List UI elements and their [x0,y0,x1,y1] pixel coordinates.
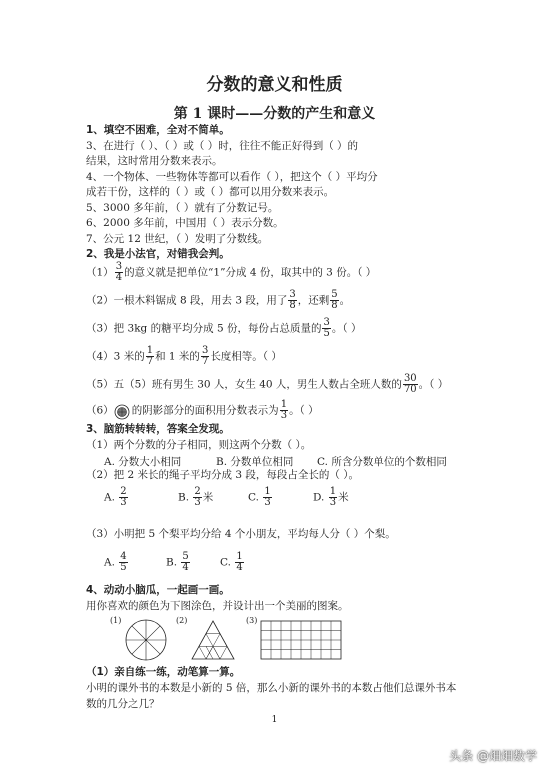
s3-q2-option-a [104,487,129,508]
triangle-grid-figure [190,619,236,661]
s2-q3-end: 。（ ） [331,322,362,335]
fraction [146,346,154,367]
numerator: 5 [331,289,338,300]
fraction [235,552,243,573]
s1-line6: 6、2000 多年前，中国用（ ）表示分数。 [86,217,284,229]
section2-heading: 2、我是小法官，对错我会判。 [86,248,230,260]
fraction [403,374,418,395]
numerator: 30 [403,373,417,384]
fraction [201,346,209,367]
s2-q6 [86,400,319,421]
s2-q4-end: 长度相等。（ ） [210,350,282,363]
figure-label-3: (3) [246,616,258,625]
s3-q1: （1）两个分数的分子相同，则这两个分数（ ）。 [86,439,312,451]
denominator: 5 [323,328,330,339]
page-title: 分数的意义和性质 [206,75,343,95]
s2-q4 [86,346,282,367]
s2-q5-end: 。（ ） [418,378,449,391]
s3-q2-option-b [178,487,213,508]
section3-heading: 3、脑筋转转转，答案全发现。 [86,423,230,435]
denominator: 4 [115,272,123,283]
numerator: 2 [120,486,127,497]
fraction [119,552,127,573]
s3-q2: （2）把 2 米长的绳子平均分成 3 段，每段占全长的（ ）。 [86,469,359,481]
s2-q4-text: （4）3 米的 [86,350,145,363]
numerator: 5 [182,551,189,562]
fraction [329,487,337,508]
fraction [288,290,296,311]
s2-q2-mid: ，还剩 [297,294,330,307]
s3-q3-option-a [104,552,129,573]
s5-line2: 数的几分之几？ [86,698,160,710]
s1-line3: 4、一个物体、一些物体等都可以看作（ ），把这个（ ）平均分 [86,171,378,183]
s2-q6-text: 的阴影部分的面积用分数表示为 [131,404,279,417]
s2-q2-text: （2）一根木料锯成 8 段，用去 3 段，用了 [86,294,288,307]
numerator: 1 [329,486,337,497]
square-grid-figure [260,620,342,660]
option-unit: 米 [338,491,349,504]
s2-q3-text: （3）把 3kg 的糖平均分成 5 份，每份占总质量的 [86,322,322,335]
s1-line4: 成若干份，这样的（ ）或（ ）都可以用分数来表示。 [86,186,335,198]
numerator: 1 [264,486,271,497]
numerator: 3 [323,317,330,328]
watermark-text: 头条 @畑畑数学 [449,749,537,763]
option-letter: A. [104,491,115,504]
s3-q1-option-a: A. 分数大小相同 [104,456,182,468]
section4-heading: 4、动动小脑瓜，一起画一画。 [86,584,230,596]
shaded-circle-figure [114,404,132,418]
s2-q5-text: （5）五（5）班有男生 30 人，女生 40 人，男生人数占全班人数的 [86,378,402,391]
denominator: 3 [329,497,337,508]
s1-line7: 7、公元 12 世纪，（ ）发明了分数线。 [86,233,269,245]
s4-intro: 用你喜欢的颜色为下图涂色，并设计出一个美丽的图案。 [86,600,349,612]
numerator: 3 [201,345,209,356]
divided-circle-figure [124,618,168,662]
fraction [280,400,288,421]
s2-q4-mid: 和 1 米的 [155,350,200,363]
denominator: 70 [403,384,417,395]
s1-line5: 5、3000 多年前，（ ）就有了分数记号。 [86,202,279,214]
numerator: 1 [236,551,243,562]
s5-line1: 小明的课外书的本数是小新的 5 倍，那么小新的课外书的本数占他们总课外书本 [86,682,457,694]
denominator: 7 [201,356,209,367]
denominator: 8 [331,300,338,311]
option-letter: D. [313,491,325,504]
s3-q1-option-c: C. 所含分数单位的个数相同 [317,456,447,468]
s2-q2 [86,290,350,311]
denominator: 4 [236,562,243,573]
denominator: 7 [146,356,154,367]
s1-line2: 结果，这时常用分数来表示。 [86,155,223,167]
s3-q3-option-c [220,552,245,573]
denominator: 8 [289,300,296,311]
numerator: 4 [120,551,127,562]
option-unit: 米 [202,491,214,504]
s2-q5 [86,374,448,395]
option-letter: B. [178,491,190,504]
s3-q2-option-c [248,487,273,508]
denominator: 4 [182,562,189,573]
fraction [322,318,330,339]
denominator: 3 [120,497,127,508]
s3-q1-option-b: B. 分数单位相同 [216,456,294,468]
numerator: 3 [115,261,123,272]
s3-q2-option-d [313,487,349,508]
numerator: 1 [280,399,288,410]
denominator: 3 [194,497,201,508]
fraction [193,487,201,508]
page-number: 1 [271,715,278,725]
s1-line1: 3、在进行（ ）、（ ）或（ ）时，往往不能正好得到（ ）的 [86,140,359,152]
s2-q2-end: 。 [339,294,351,307]
numerator: 1 [146,345,154,356]
option-letter: C. [248,491,259,504]
section1-heading: 1、填空不困难，全对不简单。 [86,124,230,136]
denominator: 3 [264,497,271,508]
denominator: 5 [120,562,127,573]
fraction [181,552,189,573]
figure-label-2: (2) [176,616,188,625]
fraction [119,487,127,508]
s3-q3-option-b [166,552,191,573]
numerator: 2 [194,486,201,497]
section5-heading: （1）亲自练一练，动笔算一算。 [86,666,241,678]
s3-q3: （3）小明把 5 个梨平均分给 4 个小朋友，平均每人分（ ）个梨。 [86,528,396,540]
s2-q6-prefix: （6） [86,404,114,417]
s2-q6-end: 。（ ） [289,404,319,417]
option-letter: C. [220,556,231,569]
fraction [330,290,338,311]
numerator: 3 [289,289,296,300]
s2-q3 [86,318,361,339]
s2-q1-text: 的意义就是把单位“1”分成 4 份，取其中的 3 份。（ ） [124,266,377,279]
s2-q1 [86,262,376,283]
lesson-subtitle: 第 1 课时——分数的产生和意义 [173,106,376,122]
s2-q1-prefix: （1） [86,266,114,279]
fraction [115,262,123,283]
fraction [263,487,271,508]
denominator: 3 [280,410,288,421]
option-letter: A. [104,556,115,569]
option-letter: B. [166,556,178,569]
figure-label-1: (1) [110,616,122,625]
